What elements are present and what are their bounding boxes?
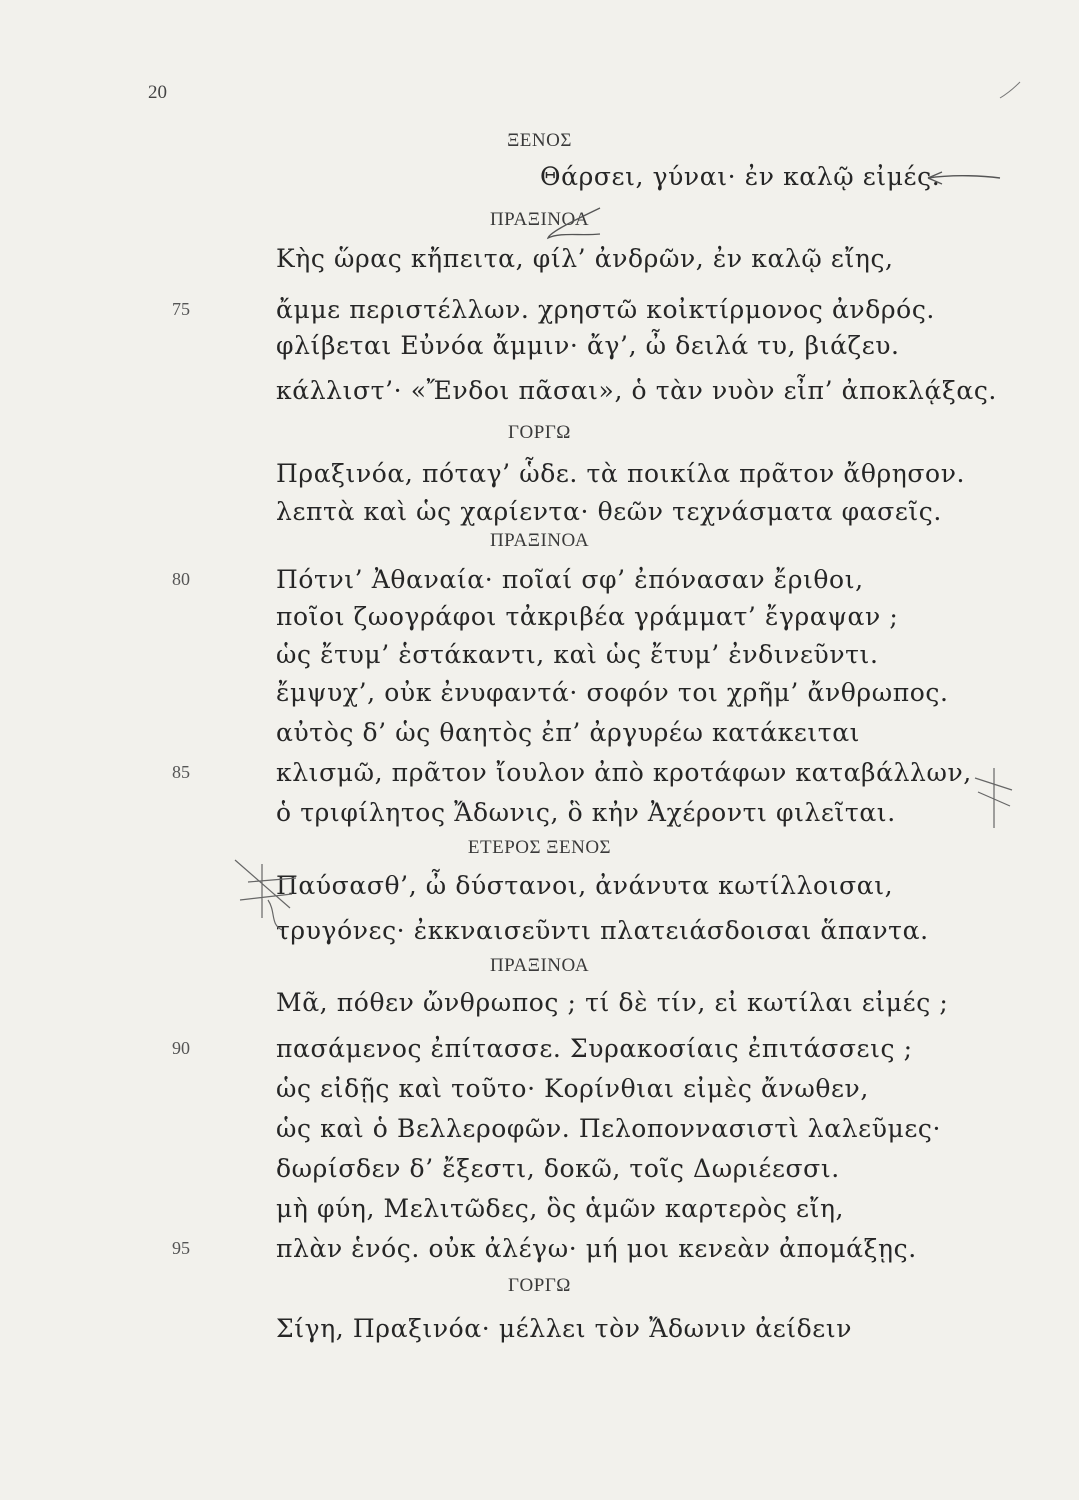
speaker-heading: ΠΡΑΞΙΝΟΑ xyxy=(489,530,590,551)
speaker-heading: ΓΟΡΓΩ xyxy=(508,422,571,443)
verse-line: ἔμψυχ’, οὐκ ἐνυφαντά· σοφόν τοι χρῆμ’ ἄνθρωπος. xyxy=(276,678,949,707)
verse-line: Πραξινόα, πόταγ’ ὧδε. τὰ ποικίλα πρᾶτον ἄθρησον. xyxy=(276,459,966,488)
verse-line: δωρίσδεν δ’ ἔξεστι, δοκῶ, τοῖς Δωριέεσσι. xyxy=(276,1154,840,1183)
verse-line: Πότνι’ Ἀθαναία· ποῖαί σφ’ ἐπόνασαν ἔριθοι, xyxy=(276,565,864,594)
verse-line: Παύσασθ’, ὦ δύστανοι, ἀνάνυτα κωτίλλοισαι, xyxy=(276,871,894,900)
speaker-heading: ΠΡΑΞΙΝΟΑ xyxy=(489,955,590,976)
verse-line: ἄμμε περιστέλλων. χρηστῶ κοἰκτίρμονος ἀνδρός. xyxy=(276,295,935,324)
speaker-heading: ΓΟΡΓΩ xyxy=(508,1275,571,1296)
verse-line: κλισμῶ, πρᾶτον ἴουλον ἀπὸ κροτάφων καταβάλλων, xyxy=(276,758,972,787)
line-number: 90 xyxy=(172,1038,190,1058)
verse-line: Κὴς ὥρας κἤπειτα, φίλ’ ἀνδρῶν, ἐν καλῷ εἴης, xyxy=(276,244,894,273)
verse-line: Θάρσει, γύναι· ἐν καλῷ εἰμές. xyxy=(540,162,941,191)
verse-line: αὐτὸς δ’ ὡς θαητὸς ἐπ’ ἀργυρέω κατάκειται xyxy=(276,718,861,747)
verse-line: λεπτὰ καὶ ὡς χαρίεντα· θεῶν τεχνάσματα φασεῖς. xyxy=(276,497,942,526)
verse-line: φλίβεται Εὐνόα ἄμμιν· ἄγ’, ὦ δειλά τυ, βιάζευ. xyxy=(276,331,900,360)
line-number: 75 xyxy=(172,299,190,319)
speaker-heading: ΠΡΑΞΙΝΟΑ xyxy=(489,209,590,230)
line-number: 95 xyxy=(172,1238,190,1258)
line-number: 80 xyxy=(172,569,190,589)
page-number: 20 xyxy=(148,82,167,103)
verse-line: ὡς καὶ ὁ Βελλεροφῶν. Πελοποννασιστὶ λαλεῦμες· xyxy=(276,1114,942,1143)
line-number: 85 xyxy=(172,762,190,782)
verse-line: ὡς ἔτυμ’ ἑστάκαντι, καὶ ὡς ἔτυμ’ ἐνδινεῦντι. xyxy=(276,640,879,669)
verse-line: πλὰν ἑνός. οὐκ ἀλέγω· μή μοι κενεὰν ἀπομάξῃς. xyxy=(276,1234,917,1263)
speaker-heading: ΞΕΝΟΣ xyxy=(507,130,572,151)
verse-line: μὴ φύη, Μελιτῶδες, ὃς ἁμῶν καρτερὸς εἴη, xyxy=(276,1194,845,1223)
speaker-heading: ΕΤΕΡΟΣ ΞΕΝΟΣ xyxy=(467,837,612,858)
verse-line: κάλλιστ’· «Ἔνδοι πᾶσαι», ὁ τὰν νυὸν εἶπ’ ἀποκλᾴξας. xyxy=(276,376,997,405)
verse-line: Μᾶ, πόθεν ὤνθρωπος ; τί δὲ τίν, εἰ κωτίλαι εἰμές ; xyxy=(276,988,949,1017)
verse-line: Σίγη, Πραξινόα· μέλλει τὸν Ἄδωνιν ἀείδειν xyxy=(276,1314,853,1343)
verse-line: ποῖοι ζωογράφοι τἀκριβέα γράμματ’ ἔγραψαν ; xyxy=(276,602,899,631)
verse-line: πασάμενος ἐπίτασσε. Συρακοσίαις ἐπιτάσσεις ; xyxy=(276,1034,913,1063)
verse-line: ὡς εἰδῇς καὶ τοῦτο· Κορίνθιαι εἰμὲς ἄνωθεν, xyxy=(276,1074,869,1103)
verse-line: τρυγόνες· ἐκκναισεῦντι πλατειάσδοισαι ἅπαντα. xyxy=(276,916,929,945)
verse-line: ὁ τριφίλητος Ἄδωνις, ὃ κἠν Ἀχέροντι φιλεῖται. xyxy=(276,798,896,827)
